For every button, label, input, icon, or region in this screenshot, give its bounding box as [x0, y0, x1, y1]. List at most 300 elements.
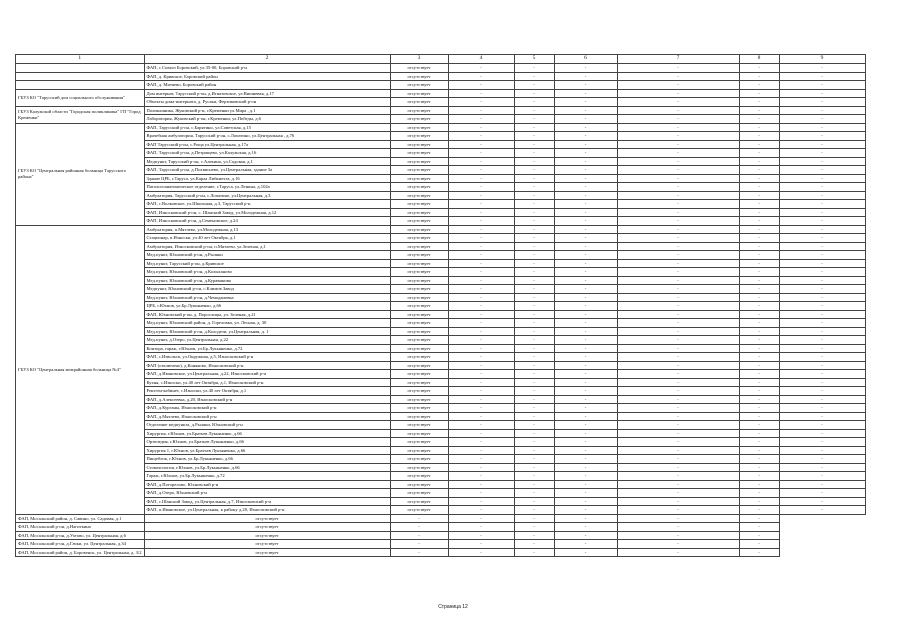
dash-cell: -	[739, 166, 779, 175]
dash-cell: -	[779, 429, 865, 438]
dash-cell: -	[554, 123, 617, 132]
dash-cell: -	[554, 489, 617, 498]
dash-cell: -	[617, 361, 739, 370]
dash-cell: -	[448, 268, 514, 277]
dash-cell: -	[554, 157, 617, 166]
dash-cell: -	[448, 293, 514, 302]
dash-cell: -	[617, 302, 739, 311]
status-cell: отсутствует	[390, 506, 448, 515]
dash-cell: -	[554, 259, 617, 268]
dash-cell: -	[779, 446, 865, 455]
dash-cell: -	[739, 353, 779, 362]
dash-cell: -	[554, 378, 617, 387]
table-row	[16, 106, 866, 115]
status-cell: отсутствует	[390, 64, 448, 73]
dash-cell: -	[554, 225, 617, 234]
address-cell: ФАП, Мосальский район, д. Боровенск, ул. Центральная, д. 3/2	[16, 548, 145, 557]
address-cell: Пищеблок, г.Юхнов, ул.Бр.Лукьяненко, д.66	[144, 455, 390, 464]
dash-cell: -	[779, 225, 865, 234]
dash-cell: -	[617, 225, 739, 234]
dash-cell: -	[390, 540, 448, 549]
dash-cell: -	[739, 234, 779, 243]
dash-cell: -	[514, 387, 554, 396]
status-cell: отсутствует	[390, 217, 448, 226]
dash-cell: -	[617, 166, 739, 175]
dash-cell: -	[617, 259, 739, 268]
dash-cell: -	[554, 429, 617, 438]
dash-cell: -	[617, 285, 739, 294]
dash-cell: -	[390, 523, 448, 532]
address-cell: ФАП, д. Митяево, Боровский район	[144, 81, 390, 90]
dash-cell: -	[514, 531, 554, 540]
dash-cell: -	[739, 200, 779, 209]
dash-cell: -	[779, 174, 865, 183]
address-cell: Поликлиника, Жуковский р-н, г.Кременки ул.Мира , д.1	[144, 106, 390, 115]
address-cell: Кухня, с.Износки, ул.40 лет Октября, д.1, Износковский р-н	[144, 378, 390, 387]
dash-cell: -	[514, 506, 554, 515]
dash-cell: -	[514, 157, 554, 166]
dash-cell: -	[617, 455, 739, 464]
dash-cell: -	[617, 353, 739, 362]
dash-cell: -	[554, 310, 617, 319]
dash-cell: -	[779, 191, 865, 200]
dash-cell: -	[779, 81, 865, 90]
dash-cell: -	[739, 285, 779, 294]
dash-cell: -	[739, 157, 779, 166]
status-cell: отсутствует	[390, 310, 448, 319]
dash-cell: -	[617, 472, 739, 481]
dash-cell: -	[554, 81, 617, 90]
dash-cell: -	[554, 523, 617, 532]
address-cell: Мед.пункт, Юхновский район, д. Гореловка, ул. Лесная, д. 30	[144, 319, 390, 328]
address-cell: Дом интернат, Тарусский р-он, д.Игнатовское, ул.Вишневая, д.17	[144, 89, 390, 98]
status-cell: отсутствует	[390, 157, 448, 166]
address-cell: ФАП, с.Извольск, ул.Окружная, д.5, Износковский р-н	[144, 353, 390, 362]
status-cell: отсутствует	[390, 208, 448, 217]
address-cell: ФАП, Тарусский р-он, д.Похвиснево, ул.Центральная, здание 3а	[144, 166, 390, 175]
dash-cell: -	[739, 523, 779, 532]
dash-cell: -	[448, 64, 514, 73]
organization-cell: ГБУЗ КО "Центральная межрайонная больница №4"	[16, 225, 145, 514]
dash-cell: -	[448, 421, 514, 430]
dash-cell: -	[779, 115, 865, 124]
dash-cell: -	[617, 293, 739, 302]
dash-cell: -	[448, 98, 514, 107]
status-cell: отсутствует	[390, 174, 448, 183]
dash-cell: -	[514, 251, 554, 260]
dash-cell: -	[448, 548, 514, 557]
dash-cell: -	[779, 208, 865, 217]
dash-cell: -	[514, 319, 554, 328]
status-cell: отсутствует	[390, 370, 448, 379]
dash-cell: -	[617, 217, 739, 226]
dash-cell: -	[514, 429, 554, 438]
dash-cell: -	[617, 89, 739, 98]
dash-cell: -	[448, 106, 514, 115]
dash-cell: -	[617, 387, 739, 396]
table-row	[16, 514, 866, 523]
dash-cell: -	[514, 191, 554, 200]
dash-cell: -	[514, 225, 554, 234]
status-cell: отсутствует	[390, 319, 448, 328]
dash-cell: -	[448, 149, 514, 158]
dash-cell: -	[554, 336, 617, 345]
dash-cell: -	[739, 540, 779, 549]
status-cell: отсутствует	[390, 463, 448, 472]
dash-cell: -	[739, 387, 779, 396]
address-cell: ФАП, с.Шанский Завод, ул.Центральная, д.7, Износковский р-н	[144, 497, 390, 506]
dash-cell: -	[554, 285, 617, 294]
dash-cell: -	[739, 276, 779, 285]
dash-cell: -	[617, 208, 739, 217]
dash-cell: -	[448, 242, 514, 251]
dash-cell: -	[617, 319, 739, 328]
dash-cell: -	[779, 64, 865, 73]
status-cell: отсутствует	[390, 395, 448, 404]
dash-cell: -	[617, 276, 739, 285]
dash-cell: -	[739, 208, 779, 217]
dash-cell: -	[448, 378, 514, 387]
dash-cell: -	[617, 548, 739, 557]
address-cell: Мед.пункт, Тарусский р-он, д.Кривское	[144, 259, 390, 268]
address-cell: Мед.пункт, д.Озеро, ул.Центральная, д.22	[144, 336, 390, 345]
dash-cell: -	[554, 370, 617, 379]
dash-cell: -	[779, 336, 865, 345]
dash-cell: -	[448, 404, 514, 413]
dash-cell: -	[514, 310, 554, 319]
dash-cell: -	[554, 395, 617, 404]
dash-cell: -	[779, 234, 865, 243]
dash-cell: -	[514, 344, 554, 353]
dash-cell: -	[448, 310, 514, 319]
dash-cell: -	[617, 200, 739, 209]
address-cell: Хирургия 1, г.Юхнов, ул.Братьев Лукьяненко, д.66	[144, 446, 390, 455]
dash-cell: -	[779, 489, 865, 498]
status-cell: отсутствует	[144, 514, 390, 523]
status-cell: отсутствует	[390, 497, 448, 506]
dash-cell: -	[617, 106, 739, 115]
status-cell: отсутствует	[390, 387, 448, 396]
column-header: 8	[739, 55, 779, 64]
status-cell: отсутствует	[390, 472, 448, 481]
address-cell: Стационар, п.Износки, ул.40 лет Октября, д.1	[144, 234, 390, 243]
dash-cell: -	[779, 166, 865, 175]
status-cell: отсутствует	[390, 404, 448, 413]
dash-cell: -	[617, 251, 739, 260]
status-cell: отсутствует	[390, 378, 448, 387]
address-cell: ФАП, д.Погорелово, Юхновский р-н	[144, 480, 390, 489]
dash-cell: -	[448, 234, 514, 243]
dash-cell: -	[554, 421, 617, 430]
dash-cell: -	[554, 183, 617, 192]
dash-cell: -	[514, 149, 554, 158]
dash-cell: -	[739, 251, 779, 260]
dash-cell: -	[617, 404, 739, 413]
dash-cell: -	[617, 429, 739, 438]
dash-cell: -	[554, 480, 617, 489]
dash-cell: -	[779, 106, 865, 115]
dash-cell: -	[779, 463, 865, 472]
dash-cell: -	[390, 531, 448, 540]
dash-cell: -	[779, 421, 865, 430]
dash-cell: -	[779, 327, 865, 336]
address-cell: Здание ЦРБ, г.Таруса, ул.Карла Либкнехта, д.16	[144, 174, 390, 183]
dash-cell: -	[448, 132, 514, 141]
dash-cell: -	[739, 361, 779, 370]
dash-cell: -	[779, 438, 865, 447]
status-cell: отсутствует	[390, 149, 448, 158]
table-row	[16, 225, 866, 234]
dash-cell: -	[739, 217, 779, 226]
dash-cell: -	[779, 506, 865, 515]
address-cell: Мед.пункт, Юхновский р-он, д.Чемодановка	[144, 293, 390, 302]
dash-cell: -	[617, 336, 739, 345]
address-cell: Рентген-кабинет, с.Износки, ул.40 лет Октября, д.1	[144, 387, 390, 396]
dash-cell: -	[779, 319, 865, 328]
dash-cell: -	[554, 89, 617, 98]
dash-cell: -	[617, 395, 739, 404]
address-cell: Объекты дома-интерната, д. Русаки, Ферзиковский р-он	[144, 98, 390, 107]
dash-cell: -	[617, 497, 739, 506]
dash-cell: -	[739, 421, 779, 430]
header-row	[16, 55, 866, 64]
status-cell: отсутствует	[390, 489, 448, 498]
status-cell: отсутствует	[390, 412, 448, 421]
dash-cell: -	[514, 166, 554, 175]
address-cell: Амбулатория, Износковский р-он, п.Мятлево, ул.Зеленая, д.1	[144, 242, 390, 251]
dash-cell: -	[617, 421, 739, 430]
dash-cell: -	[514, 132, 554, 141]
dash-cell: -	[554, 327, 617, 336]
dash-cell: -	[779, 251, 865, 260]
organization-cell	[16, 81, 145, 90]
status-cell: отсутствует	[390, 336, 448, 345]
status-cell: отсутствует	[390, 327, 448, 336]
dash-cell: -	[448, 446, 514, 455]
dash-cell: -	[448, 140, 514, 149]
dash-cell: -	[617, 98, 739, 107]
dash-cell: -	[554, 208, 617, 217]
dash-cell: -	[739, 310, 779, 319]
dash-cell: -	[554, 455, 617, 464]
column-header: 7	[617, 55, 739, 64]
dash-cell: -	[448, 191, 514, 200]
status-cell: отсутствует	[390, 361, 448, 370]
dash-cell: -	[448, 302, 514, 311]
dash-cell: -	[617, 446, 739, 455]
dash-cell: -	[779, 361, 865, 370]
dash-cell: -	[448, 395, 514, 404]
dash-cell: -	[779, 149, 865, 158]
address-cell: Патологоанатомическое отделение, г.Таруса, ул.Ленина, д.102а	[144, 183, 390, 192]
dash-cell: -	[617, 149, 739, 158]
dash-cell: -	[617, 378, 739, 387]
dash-cell: -	[514, 497, 554, 506]
dash-cell: -	[779, 89, 865, 98]
dash-cell: -	[514, 463, 554, 472]
dash-cell: -	[448, 115, 514, 124]
address-cell: Хирургия, г.Юхнов, ул.Братьев Лукьяненко, д.66	[144, 429, 390, 438]
dash-cell: -	[554, 149, 617, 158]
dash-cell: -	[448, 472, 514, 481]
dash-cell: -	[617, 540, 739, 549]
dash-cell: -	[514, 140, 554, 149]
status-cell: отсутствует	[390, 200, 448, 209]
dash-cell: -	[514, 327, 554, 336]
dash-cell: -	[554, 540, 617, 549]
dash-cell: -	[554, 387, 617, 396]
table-row	[16, 123, 866, 132]
dash-cell: -	[739, 64, 779, 73]
dash-cell: -	[514, 268, 554, 277]
status-cell: отсутствует	[390, 191, 448, 200]
dash-cell: -	[514, 514, 554, 523]
dash-cell: -	[617, 242, 739, 251]
address-cell: Контора, гараж, г.Юхнов, ул.Бр.Лукьяненко, д.72	[144, 344, 390, 353]
dash-cell: -	[554, 514, 617, 523]
dash-cell: -	[448, 259, 514, 268]
dash-cell: -	[514, 259, 554, 268]
dash-cell: -	[514, 353, 554, 362]
column-header: 2	[144, 55, 390, 64]
address-cell: Лаборатория, Жуковский р-он, г.Кременки, ул.Победы, д.6	[144, 115, 390, 124]
dash-cell: -	[739, 344, 779, 353]
address-cell: ФАП (отключено), д.Коняково, Износковский р-н	[144, 361, 390, 370]
dash-cell: -	[448, 123, 514, 132]
dash-cell: -	[739, 72, 779, 81]
dash-cell: -	[779, 497, 865, 506]
dash-cell: -	[617, 81, 739, 90]
dash-cell: -	[739, 438, 779, 447]
dash-cell: -	[554, 446, 617, 455]
dash-cell: -	[779, 217, 865, 226]
dash-cell: -	[779, 370, 865, 379]
dash-cell: -	[617, 115, 739, 124]
address-cell: ФАП, Мосальский р-он, д.Ухтово, ул. Центральная, д.6	[16, 531, 145, 540]
dash-cell: -	[617, 344, 739, 353]
dash-cell: -	[554, 140, 617, 149]
dash-cell: -	[739, 446, 779, 455]
address-cell: ФАП, д. Кривское, Боровский район	[144, 72, 390, 81]
dash-cell: -	[448, 166, 514, 175]
dash-cell: -	[739, 336, 779, 345]
dash-cell: -	[779, 132, 865, 141]
dash-cell: -	[448, 361, 514, 370]
dash-cell: -	[448, 531, 514, 540]
dash-cell: -	[739, 429, 779, 438]
dash-cell: -	[448, 455, 514, 464]
status-cell: отсутствует	[144, 548, 390, 557]
address-cell: ФАП, Юхновский р-он, д. Порослицы, ул. Зеленая, д.21	[144, 310, 390, 319]
dash-cell: -	[514, 370, 554, 379]
dash-cell: -	[779, 387, 865, 396]
status-cell: отсутствует	[390, 225, 448, 234]
dash-cell: -	[448, 157, 514, 166]
dash-cell: -	[554, 98, 617, 107]
dash-cell: -	[617, 514, 739, 523]
dash-cell: -	[739, 497, 779, 506]
dash-cell: -	[739, 370, 779, 379]
dash-cell: -	[617, 327, 739, 336]
dash-cell: -	[617, 310, 739, 319]
dash-cell: -	[739, 319, 779, 328]
dash-cell: -	[514, 242, 554, 251]
dash-cell: -	[617, 123, 739, 132]
dash-cell: -	[739, 81, 779, 90]
dash-cell: -	[448, 217, 514, 226]
table-row	[16, 64, 866, 73]
dash-cell: -	[448, 412, 514, 421]
column-header: 4	[448, 55, 514, 64]
dash-cell: -	[739, 140, 779, 149]
address-cell: Врачебная амбулатория, Тарусский р-он, с.Лопатино, ул.Центральная , д.76	[144, 132, 390, 141]
dash-cell: -	[739, 293, 779, 302]
column-header: 6	[554, 55, 617, 64]
dash-cell: -	[617, 174, 739, 183]
table-row	[16, 540, 866, 549]
dash-cell: -	[514, 336, 554, 345]
dash-cell: -	[448, 353, 514, 362]
dash-cell: -	[739, 174, 779, 183]
dash-cell: -	[617, 72, 739, 81]
dash-cell: -	[739, 548, 779, 557]
status-cell: отсутствует	[390, 353, 448, 362]
dash-cell: -	[554, 242, 617, 251]
dash-cell: -	[739, 455, 779, 464]
dash-cell: -	[448, 327, 514, 336]
status-cell: отсутствует	[390, 183, 448, 192]
dash-cell: -	[448, 429, 514, 438]
dash-cell: -	[448, 174, 514, 183]
dash-cell: -	[514, 123, 554, 132]
dash-cell: -	[448, 514, 514, 523]
dash-cell: -	[554, 344, 617, 353]
dash-cell: -	[514, 361, 554, 370]
dash-cell: -	[617, 531, 739, 540]
dash-cell: -	[739, 132, 779, 141]
dash-cell: -	[448, 225, 514, 234]
dash-cell: -	[779, 72, 865, 81]
column-header: 5	[514, 55, 554, 64]
dash-cell: -	[514, 404, 554, 413]
dash-cell: -	[514, 412, 554, 421]
address-cell: ФАП, Тарусский р-он, с.Барятино, ул.Советская, д.15	[144, 123, 390, 132]
dash-cell: -	[779, 302, 865, 311]
dash-cell: -	[739, 225, 779, 234]
dash-cell: -	[554, 353, 617, 362]
dash-cell: -	[514, 285, 554, 294]
table-row	[16, 89, 866, 98]
dash-cell: -	[779, 378, 865, 387]
dash-cell: -	[554, 191, 617, 200]
dash-cell: -	[448, 89, 514, 98]
dash-cell: -	[617, 183, 739, 192]
address-cell: ФАП, с.Совхоз Боровский, ул.35-00, Боровский р-н	[144, 64, 390, 73]
dash-cell: -	[448, 251, 514, 260]
address-cell: ФАП, Износковский р-он, д.Семеновское, д.24	[144, 217, 390, 226]
dash-cell: -	[554, 438, 617, 447]
status-cell: отсутствует	[390, 166, 448, 175]
dash-cell: -	[448, 200, 514, 209]
organization-cell: ГБУЗ Калужской области "Городская поликлиника" ГП "Город Кременки"	[16, 106, 145, 123]
dash-cell: -	[514, 489, 554, 498]
dash-cell: -	[514, 106, 554, 115]
address-cell: ФАП, д.Озеро, Юхновский р-н	[144, 489, 390, 498]
table-row	[16, 81, 866, 90]
dash-cell: -	[554, 115, 617, 124]
address-cell: Гараж, г.Юхнов, ул.Бр.Лукьяненко, д.72	[144, 472, 390, 481]
address-cell: Мед.пункт, Юхновский р-он, д.Колодези, ул.Центральная, д. 1	[144, 327, 390, 336]
